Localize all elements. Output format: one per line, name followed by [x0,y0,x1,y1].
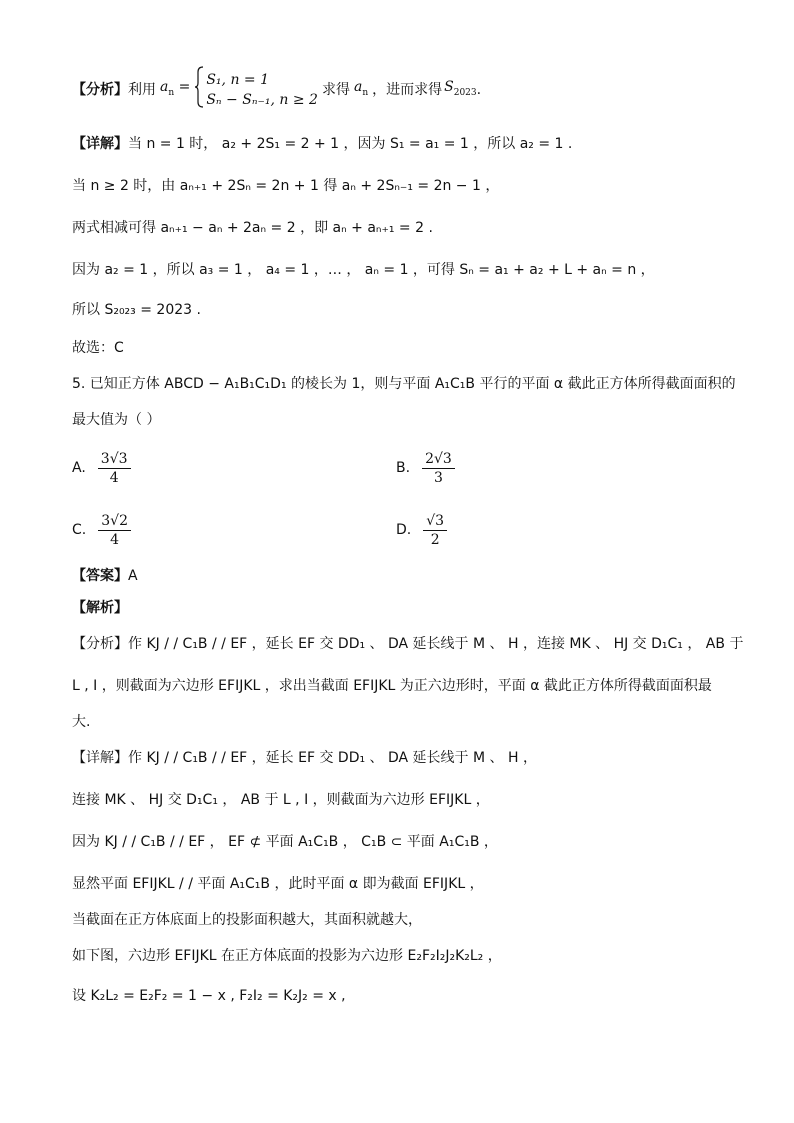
question-5-line-1: 5. 已知正方体 ABCD − A₁B₁C₁D₁ 的棱长为 1，则与平面 A₁C₁B 平行的平面 α 截此正方体所得截面面积的 [72,376,736,392]
option-a-denominator: 4 [109,469,119,486]
detail-line-1 [72,134,734,154]
option-c-fraction [98,512,131,549]
detail-line-4: 因为 a₂ = 1 ，所以 a₃ = 1 ， a₄ = 1 ，… ， aₙ = 1 ，可得 Sₙ = a₁ + a₂ + L + aₙ = n ， [72,262,655,278]
detail-line-2: 当 n ≥ 2 时，由 aₙ₊₁ + 2Sₙ = 2n + 1 得 aₙ + 2Sₙ₋₁ = 2n − 1 ， [72,178,500,194]
answer-line [72,566,734,586]
detail-line-6: 故选：C [72,340,124,356]
option-d-fraction [423,512,447,549]
detail2-line-6: 如下图，六边形 EFIJKL 在正方体底面的投影为六边形 E₂F₂I₂J₂K₂L₂ ， [72,948,502,964]
option-b-label: B. [396,460,411,476]
detail2-line-4: 显然平面 EFIJKL / / 平面 A₁C₁B ，此时平面 α 即为截面 EFIJKL ， [72,876,484,892]
option-a-label: A. [72,460,86,476]
detail2-line-3: 因为 KJ / / C₁B / / EF ， EF ⊄ 平面 A₁C₁B ， C₁B ⊂ 平面 A₁C₁B ， [72,834,498,850]
detail-line-3: 两式相减可得 aₙ₊₁ − aₙ + 2aₙ = 2 ，即 aₙ + aₙ₊₁ = 2 . [72,220,433,236]
option-a-numerator: 3√3 [98,450,131,469]
piecewise-case-2: Sₙ − Sₙ₋₁, n ≥ 2 [206,92,318,108]
jiexi-tag: 【解析】 [72,600,128,616]
detail2-line-7: 设 K₂L₂ = E₂F₂ = 1 − x , F₂I₂ = K₂J₂ = x , [72,988,346,1004]
detail-line-5: 所以 S₂₀₂₃ = 2023 . [72,302,201,318]
piecewise-brace [194,66,204,114]
option-b-denominator: 3 [433,469,443,486]
option-d[interactable] [396,508,447,552]
option-c-label: C. [72,522,87,538]
question-5-line-2: 最大值为（ ） [72,412,161,428]
analysis-mid: 求得 [321,82,350,98]
option-c[interactable] [72,508,131,552]
answer-value: A [128,568,138,584]
option-a[interactable] [72,446,131,490]
piecewise-cases [206,70,318,110]
piecewise-case-1: S₁, n = 1 [206,72,270,88]
option-b-numerator: 2√3 [422,450,455,469]
detail2-line-2: 连接 MK 、 HJ 交 D₁C₁ ， AB 于 L , I ，则截面为六边形 EFIJKL ， [72,792,490,808]
detail2-line-5: 当截面在正方体底面上的投影面积越大，其面积就越大， [72,912,422,928]
option-d-numerator: √3 [423,512,447,531]
period: . [476,82,482,98]
option-d-label: D. [396,522,412,538]
analysis2-line-1: 【分析】作 KJ / / C₁B / / EF ，延长 EF 交 DD₁ 、 DA 延长线于 M 、 H ，连接 MK 、 HJ 交 D₁C₁ ， AB 于 [72,636,744,652]
option-b-fraction [422,450,455,487]
option-c-numerator: 3√2 [98,512,131,531]
s2023-symbol: $S_{2023}$ [444,79,477,98]
analysis-piecewise-line [72,68,734,112]
detail-tag: 【详解】 [72,136,128,152]
analysis2-line-2: L , I ，则截面为六边形 EFIJKL ，求出当截面 EFIJKL 为正六边形时，平面 α 截此正方体所得截面面积最 [72,678,712,694]
brace-icon [194,66,204,108]
analysis-tag: 【分析】 [72,82,128,98]
analysis2-line-3: 大. [72,714,91,730]
option-a-fraction [98,450,131,487]
analysis-post: ，进而求得 [372,82,443,98]
detail2-line-1: 【详解】作 KJ / / C₁B / / EF ，延长 EF 交 DD₁ 、 DA 延长线于 M 、 H ， [72,750,537,766]
detail-text-1: 当 n = 1 时， a₂ + 2S₁ = 2 + 1 ，因为 S₁ = a₁ = 1 ，所以 a₂ = 1 . [128,136,573,152]
a-n-symbol: $a_n$ = [160,79,191,98]
option-c-denominator: 4 [110,531,120,548]
option-b[interactable] [396,446,455,490]
a-n-symbol-2: $a_n$ [353,79,369,98]
option-d-denominator: 2 [430,531,440,548]
answer-tag: 【答案】 [72,568,128,584]
analysis-pre: 利用 [128,82,156,98]
